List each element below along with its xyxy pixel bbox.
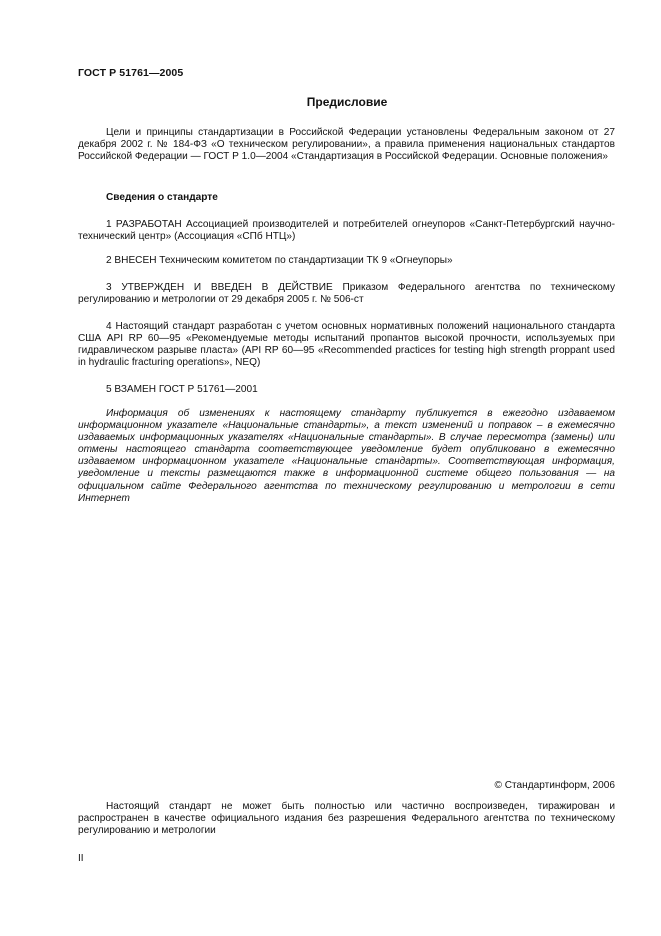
page-title: Предисловие [306, 95, 388, 109]
standard-code: ГОСТ Р 51761—2005 [78, 67, 184, 79]
list-item: 1 РАЗРАБОТАН Ассоциацией производителей и потребителей огнеупоров «Санкт-Петербургский научно-технический центр» (Ассоциация «СПб НТЦ») [78, 219, 615, 243]
section-heading: Сведения о стандарте [106, 192, 218, 203]
list-item: 5 ВЗАМЕН ГОСТ Р 51761—2001 [106, 384, 258, 395]
page-number: II [78, 853, 84, 864]
intro-paragraph: Цели и принципы стандартизации в Российской Федерации установлены Федеральным законом от 27 декабря 2002 г. № 184-ФЗ «О техническом регулировании», а правила применения национальных стандартов Российской Федерации — ГОСТ Р 1.0—2004 «Стандартизация в Российской Федерации. Основные положения» [78, 127, 615, 163]
list-item: 3 УТВЕРЖДЕН И ВВЕДЕН В ДЕЙСТВИЕ Приказом Федерального агентства по техническому регулированию и метрологии от 29 декабря 2005 г. № 506-ст [78, 282, 615, 306]
reproduction-notice: Настоящий стандарт не может быть полностью или частично воспроизведен, тиражирован и распространен в качестве официального издания без разрешения Федерального агентства по техническому регулированию и метрологии [78, 801, 615, 837]
info-note: Информация об изменениях к настоящему стандарту публикуется в ежегодно издаваемом информационном указателе «Национальные стандарты», а текст изменений и поправок – в ежемесячно издаваемых информационных указателях «Национальные стандарты». В случае пересмотра (замены) или отмены настоящего стандарта соответствующее уведомление будет опубликовано в ежемесячно издаваемом информационном указателе «Национальные стандарты». Соответствующая информация, уведомление и тексты размещаются также в информационной системе общего пользования — на официальном сайте Федерального агентства по техническому регулированию и метрологии в сети Интернет [78, 408, 615, 504]
copyright: © Стандартинформ, 2006 [494, 780, 615, 791]
list-item: 2 ВНЕСЕН Техническим комитетом по стандартизации ТК 9 «Огнеупоры» [106, 255, 453, 266]
list-item: 4 Настоящий стандарт разработан с учетом основных нормативных положений национального стандарта США API RP 60—95 «Рекомендуемые методы испытаний пропантов высокой прочности, используемых при гидравлическом разрыве пласта» (API RP 60—95 «Recommended practices for testing high strength proppant used in hydraulic fracturing operations», NEQ) [78, 321, 615, 369]
